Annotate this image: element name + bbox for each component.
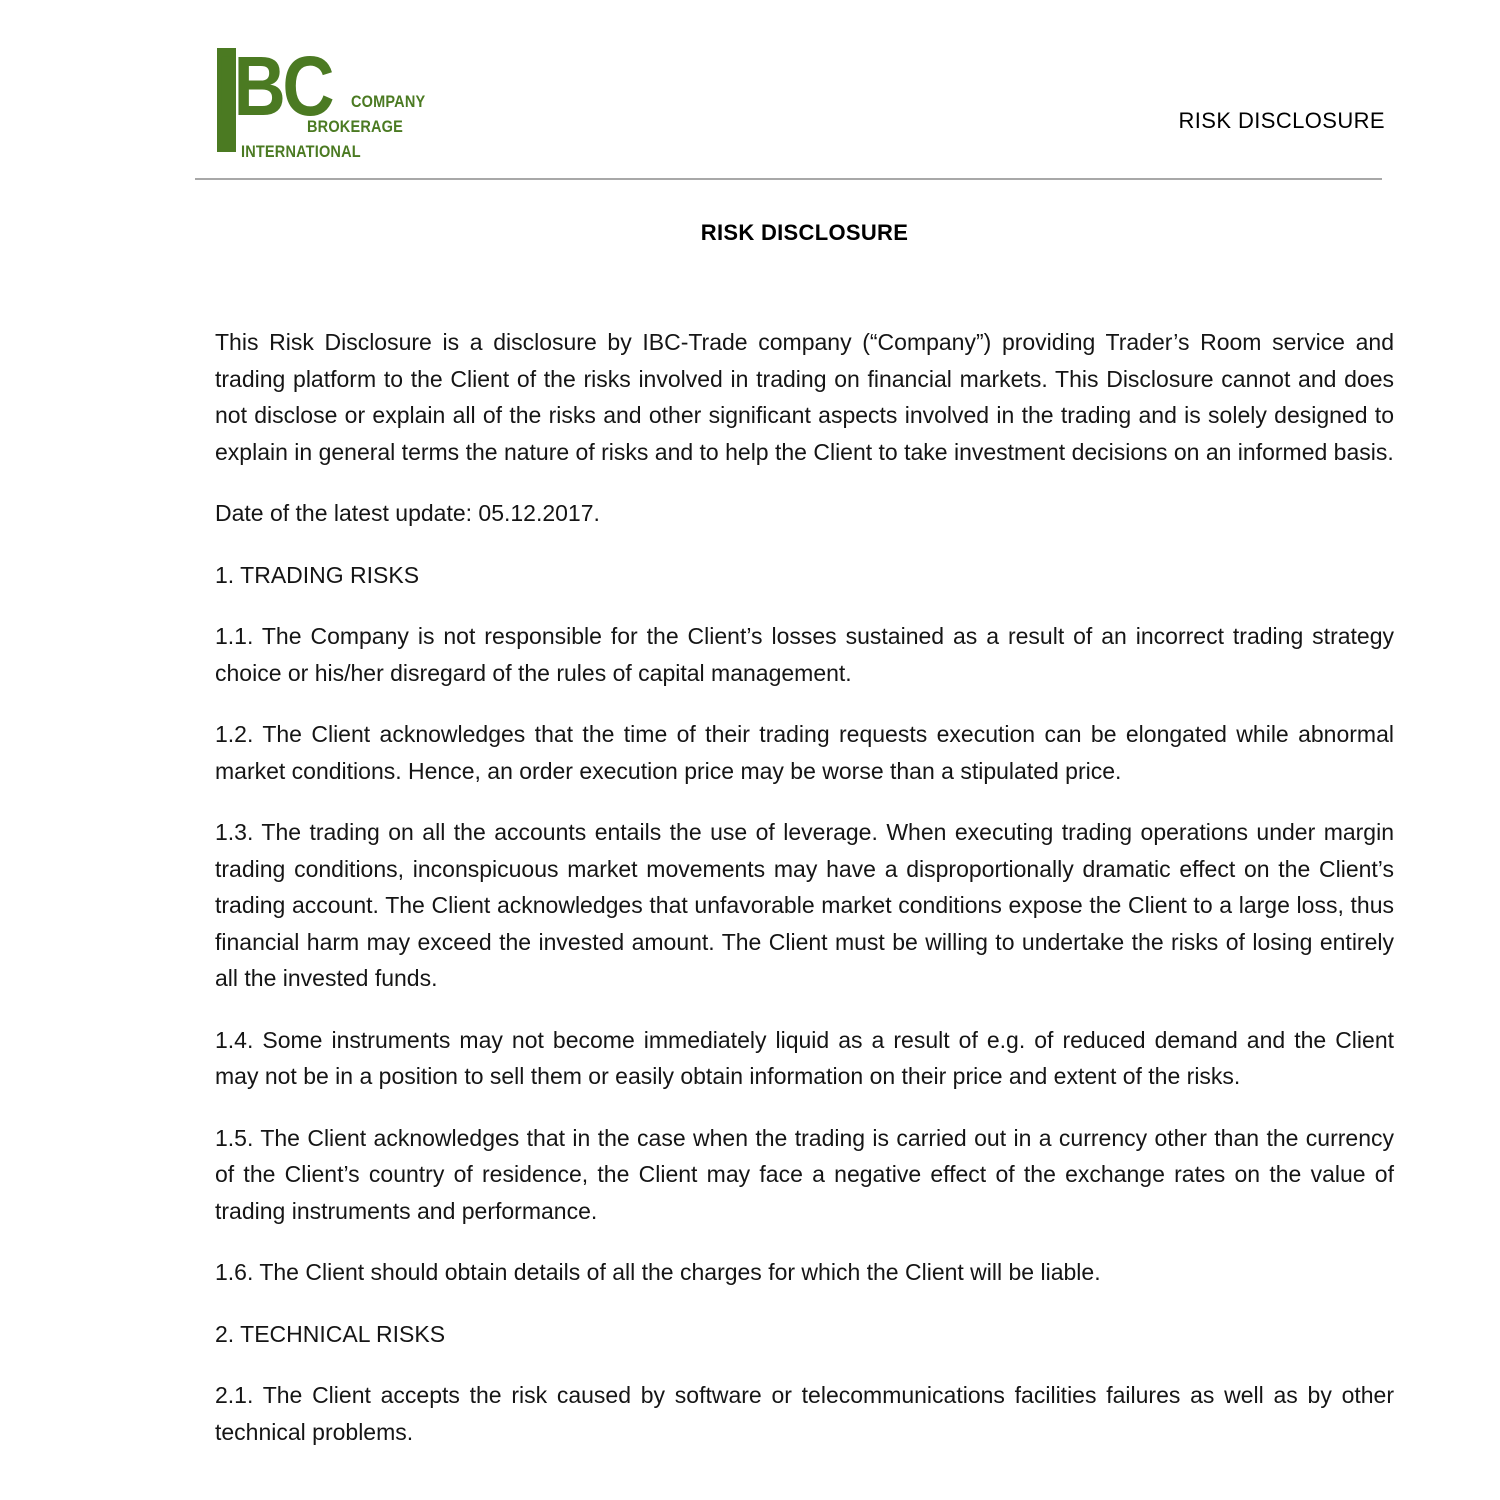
section-heading-1: 1. TRADING RISKS [215, 561, 420, 588]
title-spacer [215, 246, 1394, 324]
clause-1-2: 1.2. The Client acknowledges that the time of their trading requests execution can be elongated while abnormal market conditions. Hence, an order execution price may be worse than a stipulated price. [215, 721, 1394, 784]
clause-1-5: 1.5. The Client acknowledges that in the case when the trading is carried out in a currency other than the currency of the Client’s country of residence, the Client may face a negative effect of the exchange rates on the value of trading instruments and performance. [215, 1124, 1394, 1224]
logo-line-brokerage: BROKERAGE [307, 118, 403, 136]
clause-1-6: 1.6. The Client should obtain details of all the charges for which the Client will be liable. [215, 1259, 1101, 1285]
page-title: RISK DISCLOSURE [700, 220, 909, 245]
last-update-line: Date of the latest update: 05.12.2017. [215, 500, 600, 526]
clause-1-1: 1.1. The Company is not responsible for the Client’s losses sustained as a result of an incorrect trading strategy choice or his/her disregard of the rules of capital management. [215, 623, 1394, 686]
header-divider [195, 178, 1382, 180]
clause-1-3: 1.3. The trading on all the accounts entails the use of leverage. When executing trading operations under margin trading conditions, inconspicuous market movements may have a disproportionally dramatic effect on the Client’s trading account. The Client acknowledges that unfavorable market conditions expose the Client to a large loss, thus financial harm may exceed the invested amount. The Client must be willing to undertake the risks of losing entirely all the invested funds. [215, 819, 1394, 991]
page-header [195, 28, 1385, 168]
logo-line-international: INTERNATIONAL [241, 143, 361, 161]
company-logo [217, 39, 447, 162]
header-running-title: RISK DISCLOSURE [1178, 108, 1385, 133]
intro-paragraph: This Risk Disclosure is a disclosure by IBC-Trade company (“Company”) providing Trader’s Room service and trading platform to the Client of the risks involved in trading on financial markets. This Disclosure cannot and does not disclose or explain all of the risks and other significant aspects involved in the trading and is solely designed to explain in general terms the nature of risks and to help the Client to take investment decisions on an informed basis. [215, 329, 1394, 465]
section-heading-2: 2. TECHNICAL RISKS [215, 1320, 446, 1347]
logo-line-company: COMPANY [351, 93, 426, 111]
clause-2-1: 2.1. The Client accepts the risk caused by software or telecommunications facilities failures as well as by other technical problems. [215, 1382, 1394, 1445]
document-body [215, 212, 1394, 1450]
logo-mark-text: IBC [217, 39, 332, 133]
clause-1-4: 1.4. Some instruments may not become immediately liquid as a result of e.g. of reduced demand and the Client may not be in a position to sell them or easily obtain information on their price and extent of the risks. [215, 1026, 1394, 1089]
